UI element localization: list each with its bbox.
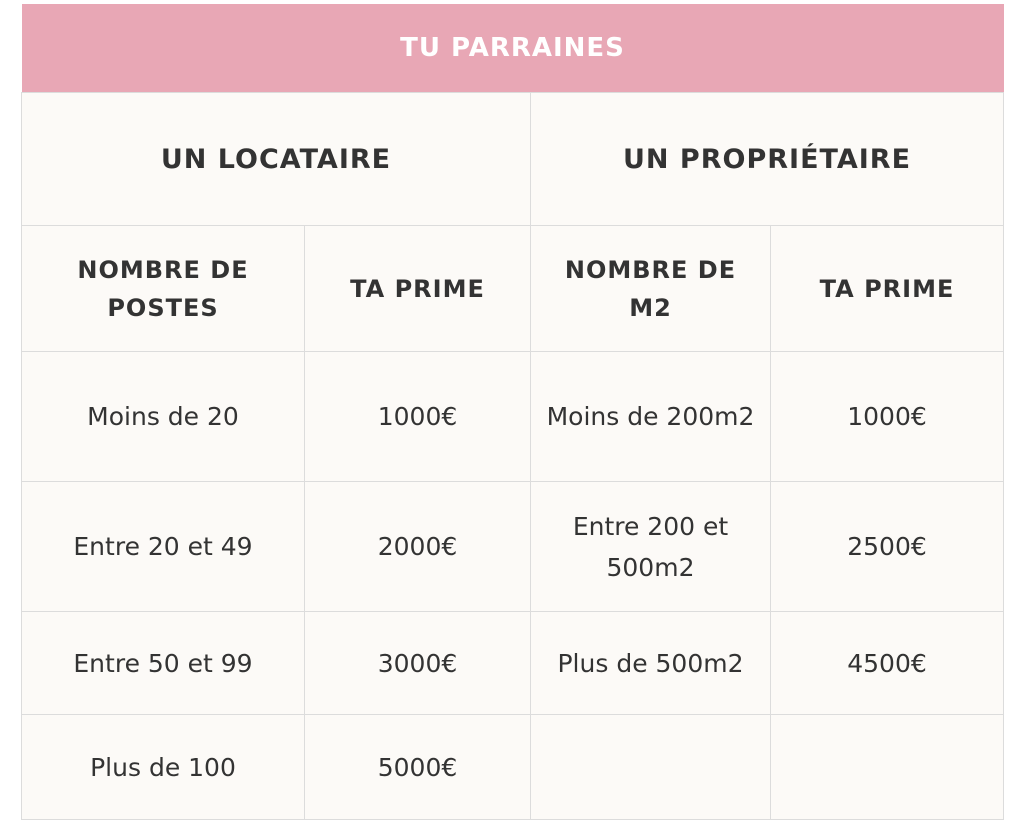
group-header-row [22,93,1004,226]
referral-bonus-table-container [21,4,1003,820]
column-header-prime-locataire: TA PRIME [305,226,531,352]
table-row [22,352,1004,482]
prime-proprietaire-cell: 4500€ [771,612,1004,715]
postes-cell: Plus de 100 [22,715,305,820]
prime-locataire-cell: 5000€ [305,715,531,820]
prime-proprietaire-cell: 2500€ [771,482,1004,612]
column-header-row [22,226,1004,352]
prime-locataire-cell: 3000€ [305,612,531,715]
table-row [22,612,1004,715]
postes-cell: Entre 20 et 49 [22,482,305,612]
prime-locataire-cell: 1000€ [305,352,531,482]
column-header-postes: NOMBRE DE POSTES [22,226,305,352]
column-header-prime-proprietaire: TA PRIME [771,226,1004,352]
group-header-proprietaire: UN PROPRIÉTAIRE [531,93,1004,226]
prime-proprietaire-cell: 1000€ [771,352,1004,482]
column-header-m2: NOMBRE DE M2 [531,226,771,352]
m2-cell: Entre 200 et 500m2 [531,482,771,612]
table-row [22,715,1004,820]
postes-cell: Entre 50 et 99 [22,612,305,715]
m2-cell: Plus de 500m2 [531,612,771,715]
postes-cell: Moins de 20 [22,352,305,482]
prime-locataire-cell: 2000€ [305,482,531,612]
prime-proprietaire-cell [771,715,1004,820]
table-row [22,482,1004,612]
table-title: TU PARRAINES [22,4,1004,93]
title-row [22,4,1004,93]
referral-bonus-table [21,4,1004,820]
m2-cell [531,715,771,820]
m2-cell: Moins de 200m2 [531,352,771,482]
group-header-locataire: UN LOCATAIRE [22,93,531,226]
